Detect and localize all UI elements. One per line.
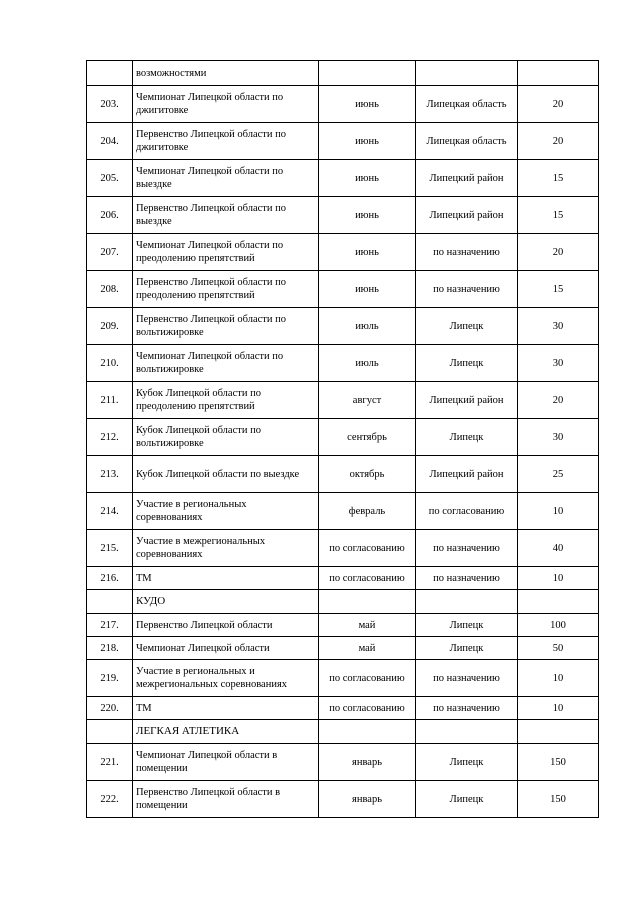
event-date-cell: июль <box>319 345 416 382</box>
row-number-cell: 217. <box>87 614 133 637</box>
events-table <box>86 60 599 818</box>
events-table-body <box>87 61 599 818</box>
table-row <box>87 61 599 86</box>
row-number-cell: 209. <box>87 308 133 345</box>
event-name-cell: Первенство Липецкой области по преодолению препятствий <box>133 271 319 308</box>
table-row <box>87 197 599 234</box>
table-row <box>87 160 599 197</box>
event-place-cell: по назначению <box>416 234 518 271</box>
event-name-cell: Чемпионат Липецкой области по джигитовке <box>133 86 319 123</box>
event-name-cell: Чемпионат Липецкой области <box>133 637 319 660</box>
row-number-cell: 222. <box>87 781 133 818</box>
table-row <box>87 567 599 590</box>
event-name-cell: Первенство Липецкой области по вольтижировке <box>133 308 319 345</box>
participant-count-cell: 30 <box>518 345 599 382</box>
table-row <box>87 744 599 781</box>
event-date-cell: октябрь <box>319 456 416 493</box>
table-row <box>87 271 599 308</box>
table-row <box>87 493 599 530</box>
event-date-cell <box>319 61 416 86</box>
row-number-cell: 221. <box>87 744 133 781</box>
event-date-cell: июнь <box>319 123 416 160</box>
document-page <box>86 60 598 818</box>
event-date-cell: май <box>319 614 416 637</box>
row-number-cell <box>87 590 133 614</box>
event-date-cell: июль <box>319 308 416 345</box>
participant-count-cell: 10 <box>518 660 599 697</box>
event-place-cell: Липецкий район <box>416 456 518 493</box>
row-number-cell: 207. <box>87 234 133 271</box>
participant-count-cell: 30 <box>518 308 599 345</box>
event-place-cell: Липецкий район <box>416 160 518 197</box>
event-name-cell: Чемпионат Липецкой области по выездке <box>133 160 319 197</box>
event-name-cell: КУДО <box>133 590 319 614</box>
row-number-cell: 212. <box>87 419 133 456</box>
event-place-cell: Липецк <box>416 744 518 781</box>
event-place-cell: Липецк <box>416 345 518 382</box>
event-name-cell: ТМ <box>133 567 319 590</box>
participant-count-cell <box>518 590 599 614</box>
event-name-cell: Участие в региональных соревнованиях <box>133 493 319 530</box>
table-row <box>87 781 599 818</box>
participant-count-cell: 30 <box>518 419 599 456</box>
table-row <box>87 345 599 382</box>
event-date-cell: по согласованию <box>319 697 416 720</box>
event-place-cell: Липецк <box>416 781 518 818</box>
event-name-cell: Участие в региональных и межрегиональных соревнованиях <box>133 660 319 697</box>
participant-count-cell: 20 <box>518 123 599 160</box>
table-row <box>87 86 599 123</box>
participant-count-cell <box>518 61 599 86</box>
participant-count-cell <box>518 720 599 744</box>
row-number-cell: 203. <box>87 86 133 123</box>
section-header-row <box>87 590 599 614</box>
event-place-cell: Липецк <box>416 614 518 637</box>
row-number-cell: 211. <box>87 382 133 419</box>
event-place-cell: Липецкая область <box>416 86 518 123</box>
event-name-cell: Чемпионат Липецкой области в помещении <box>133 744 319 781</box>
event-name-cell: ТМ <box>133 697 319 720</box>
event-place-cell <box>416 61 518 86</box>
row-number-cell: 204. <box>87 123 133 160</box>
event-place-cell: Липецк <box>416 419 518 456</box>
event-date-cell <box>319 720 416 744</box>
event-place-cell: по назначению <box>416 660 518 697</box>
event-date-cell: сентябрь <box>319 419 416 456</box>
participant-count-cell: 150 <box>518 781 599 818</box>
event-name-cell: Первенство Липецкой области в помещении <box>133 781 319 818</box>
table-row <box>87 660 599 697</box>
event-place-cell: по назначению <box>416 271 518 308</box>
table-row <box>87 456 599 493</box>
event-place-cell: Липецк <box>416 308 518 345</box>
participant-count-cell: 10 <box>518 493 599 530</box>
event-date-cell: июнь <box>319 160 416 197</box>
event-name-cell: Первенство Липецкой области по выездке <box>133 197 319 234</box>
event-date-cell: январь <box>319 781 416 818</box>
row-number-cell: 214. <box>87 493 133 530</box>
event-name-cell: ЛЕГКАЯ АТЛЕТИКА <box>133 720 319 744</box>
event-name-cell: Первенство Липецкой области по джигитовке <box>133 123 319 160</box>
row-number-cell: 213. <box>87 456 133 493</box>
event-date-cell <box>319 590 416 614</box>
row-number-cell: 215. <box>87 530 133 567</box>
event-name-cell: Первенство Липецкой области <box>133 614 319 637</box>
event-place-cell <box>416 590 518 614</box>
event-date-cell: по согласованию <box>319 530 416 567</box>
table-row <box>87 697 599 720</box>
row-number-cell: 205. <box>87 160 133 197</box>
event-name-cell: Чемпионат Липецкой области по преодолению препятствий <box>133 234 319 271</box>
table-row <box>87 123 599 160</box>
participant-count-cell: 100 <box>518 614 599 637</box>
event-date-cell: январь <box>319 744 416 781</box>
participant-count-cell: 25 <box>518 456 599 493</box>
table-row <box>87 308 599 345</box>
participant-count-cell: 20 <box>518 234 599 271</box>
participant-count-cell: 20 <box>518 382 599 419</box>
participant-count-cell: 20 <box>518 86 599 123</box>
event-place-cell: Липецкий район <box>416 197 518 234</box>
event-date-cell: июнь <box>319 271 416 308</box>
event-place-cell: Липецкая область <box>416 123 518 160</box>
section-header-row <box>87 720 599 744</box>
event-date-cell: май <box>319 637 416 660</box>
event-date-cell: июнь <box>319 86 416 123</box>
row-number-cell: 208. <box>87 271 133 308</box>
row-number-cell <box>87 720 133 744</box>
event-date-cell: февраль <box>319 493 416 530</box>
event-date-cell: август <box>319 382 416 419</box>
event-name-cell: Участие в межрегиональных соревнованиях <box>133 530 319 567</box>
event-place-cell <box>416 720 518 744</box>
row-number-cell: 206. <box>87 197 133 234</box>
row-number-cell: 219. <box>87 660 133 697</box>
event-place-cell: по согласованию <box>416 493 518 530</box>
row-number-cell <box>87 61 133 86</box>
event-place-cell: по назначению <box>416 567 518 590</box>
table-row <box>87 637 599 660</box>
event-place-cell: по назначению <box>416 697 518 720</box>
event-date-cell: по согласованию <box>319 660 416 697</box>
table-row <box>87 530 599 567</box>
event-date-cell: июнь <box>319 197 416 234</box>
row-number-cell: 210. <box>87 345 133 382</box>
event-name-cell: Кубок Липецкой области по вольтижировке <box>133 419 319 456</box>
event-place-cell: Липецк <box>416 637 518 660</box>
table-row <box>87 382 599 419</box>
table-row <box>87 234 599 271</box>
participant-count-cell: 10 <box>518 567 599 590</box>
event-place-cell: Липецкий район <box>416 382 518 419</box>
row-number-cell: 216. <box>87 567 133 590</box>
participant-count-cell: 50 <box>518 637 599 660</box>
participant-count-cell: 15 <box>518 160 599 197</box>
participant-count-cell: 40 <box>518 530 599 567</box>
event-name-cell: возможностями <box>133 61 319 86</box>
event-name-cell: Кубок Липецкой области по преодолению препятствий <box>133 382 319 419</box>
participant-count-cell: 15 <box>518 197 599 234</box>
event-name-cell: Чемпионат Липецкой области по вольтижировке <box>133 345 319 382</box>
event-name-cell: Кубок Липецкой области по выездке <box>133 456 319 493</box>
participant-count-cell: 10 <box>518 697 599 720</box>
table-row <box>87 419 599 456</box>
event-date-cell: июнь <box>319 234 416 271</box>
event-place-cell: по назначению <box>416 530 518 567</box>
event-date-cell: по согласованию <box>319 567 416 590</box>
participant-count-cell: 150 <box>518 744 599 781</box>
row-number-cell: 218. <box>87 637 133 660</box>
participant-count-cell: 15 <box>518 271 599 308</box>
table-row <box>87 614 599 637</box>
row-number-cell: 220. <box>87 697 133 720</box>
